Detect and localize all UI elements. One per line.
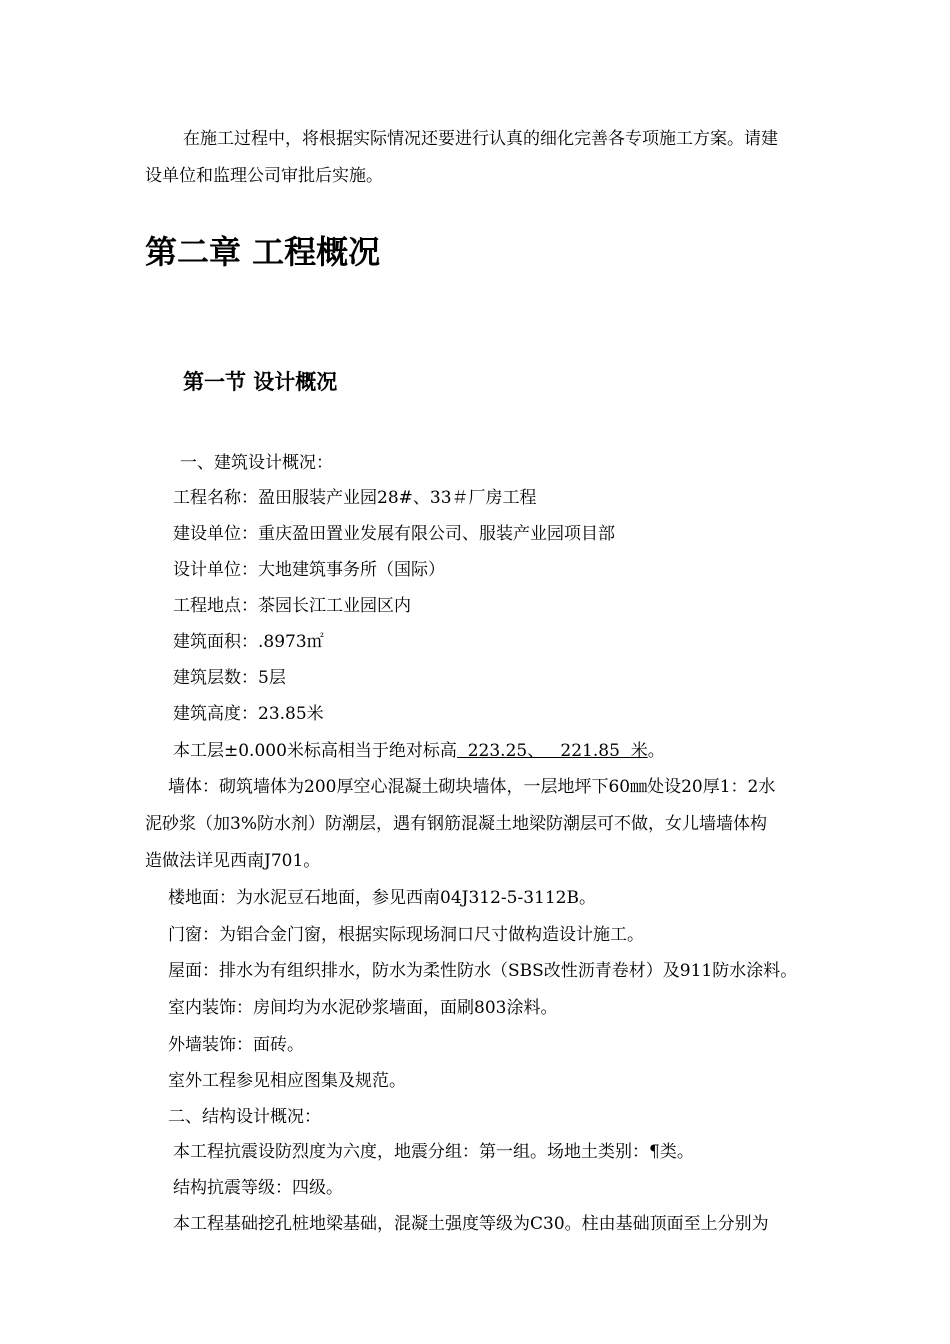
area: 建筑面积：.8973㎡: [173, 632, 324, 652]
windows: 门窗：为铝合金门窗，根据实际现场洞口尺寸做构造设计施工。: [168, 925, 644, 945]
section-title: 第一节 设计概况: [183, 370, 338, 394]
elevation-suffix: 。: [647, 741, 665, 761]
seismic: 本工程抗震设防烈度为六度，地震分组：第一组。场地土类别：¶类。: [173, 1142, 694, 1162]
location: 工程地点：茶园长江工业园区内: [173, 596, 411, 616]
height: 建筑高度：23.85米: [173, 704, 324, 724]
struct-heading: 二、结构设计概况：: [168, 1107, 321, 1127]
client: 建设单位：重庆盈田置业发展有限公司、服装产业园项目部: [173, 524, 615, 544]
foundation: 本工程基础挖孔桩地梁基础，混凝土强度等级为C30。柱由基础顶面至上分别为: [173, 1214, 769, 1234]
wall-line-1: 墙体：砌筑墙体为200厚空心混凝土砌块墙体，一层地坪下60㎜处设20厚1：2水: [168, 777, 776, 797]
elevation: [173, 740, 665, 762]
wall-line-3: 造做法详见西南J701。: [145, 851, 321, 871]
intro-line-2: 设单位和监理公司审批后实施。: [145, 166, 383, 186]
floors: 建筑层数：5层: [173, 668, 286, 688]
arch-heading: 一、建筑设计概况：: [180, 453, 333, 473]
outdoor: 室外工程参见相应图集及规范。: [168, 1071, 406, 1091]
chapter-title: 第二章 工程概况: [145, 233, 381, 271]
elevation-prefix: 本工层±0.000米标高相当于绝对标高: [173, 741, 457, 761]
exterior: 外墙装饰：面砖。: [168, 1035, 304, 1055]
wall-line-2: 泥砂浆（加3%防水剂）防潮层，遇有钢筋混凝土地梁防潮层可不做，女儿墙墙体构: [145, 814, 767, 834]
seismic-grade: 结构抗震等级：四级。: [173, 1178, 343, 1198]
intro-line-1: 在施工过程中，将根据实际情况还要进行认真的细化完善各专项施工方案。请建: [183, 129, 778, 149]
designer: 设计单位：大地建筑事务所（国际）: [173, 560, 445, 580]
project-name: 工程名称：盈田服装产业园28#、33＃厂房工程: [173, 488, 537, 508]
roof: 屋面：排水为有组织排水，防水为柔性防水（SBS改性沥青卷材）及911防水涂料。: [168, 961, 798, 981]
elevation-values: 223.25、 221.85 米: [456, 741, 648, 761]
interior: 室内装饰：房间均为水泥砂浆墙面，面刷803涂料。: [168, 998, 558, 1018]
floor: 楼地面：为水泥豆石地面，参见西南04J312-5-3112B。: [168, 888, 596, 908]
